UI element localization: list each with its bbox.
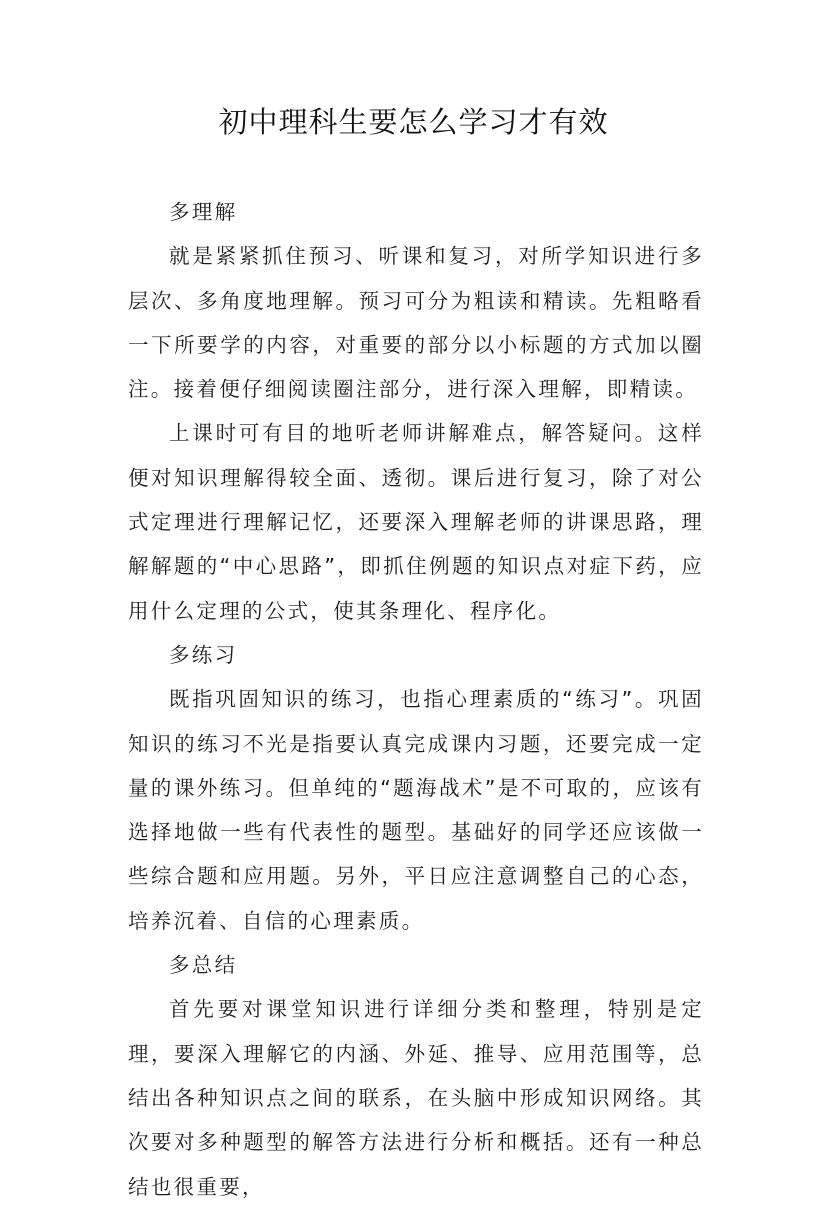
paragraph: 上课时可有目的地听老师讲解难点，解答疑问。这样便对知识理解得较全面、透彻。课后进行复习，除了对公式定理进行理解记忆，还要深入理解老师的讲课思路，理解解题的“中心思路”，即抓住例题的知识点对症下药，应用什么定理的公式，使其条理化、程序化。 xyxy=(128,421,704,623)
paragraph: 既指巩固知识的练习，也指心理素质的“练习”。巩固知识的练习不光是指要认真完成课内习题，还要完成一定量的课外练习。但单纯的“题海战术”是不可取的，应该有选择地做一些有代表性的题型。基础好的同学还应该做一些综合题和应用题。另外，平日应注意调整自己的心态，培养沉着、自信的心理素质。 xyxy=(128,687,704,933)
paragraph: 首先要对课堂知识进行详细分类和整理，特别是定理，要深入理解它的内涵、外延、推导、应用范围等，总结出各种知识点之间的联系，在头脑中形成知识网络。其次要对多种题型的解答方法进行分析和概括。还有一种总结也很重要， xyxy=(128,997,704,1199)
paragraph: 就是紧紧抓住预习、听课和复习，对所学知识进行多层次、多角度地理解。预习可分为粗读和精读。先粗略看一下所要学的内容，对重要的部分以小标题的方式加以圈注。接着便仔细阅读圈注部分，进行深入理解，即精读。 xyxy=(128,244,704,402)
section-heading-understand: 多理解 xyxy=(169,200,238,224)
document-body xyxy=(128,190,704,1209)
document-title: 初中理科生要怎么学习才有效 xyxy=(218,105,609,139)
section-heading-summarize: 多总结 xyxy=(169,953,238,978)
section-heading-practice: 多练习 xyxy=(169,642,238,667)
